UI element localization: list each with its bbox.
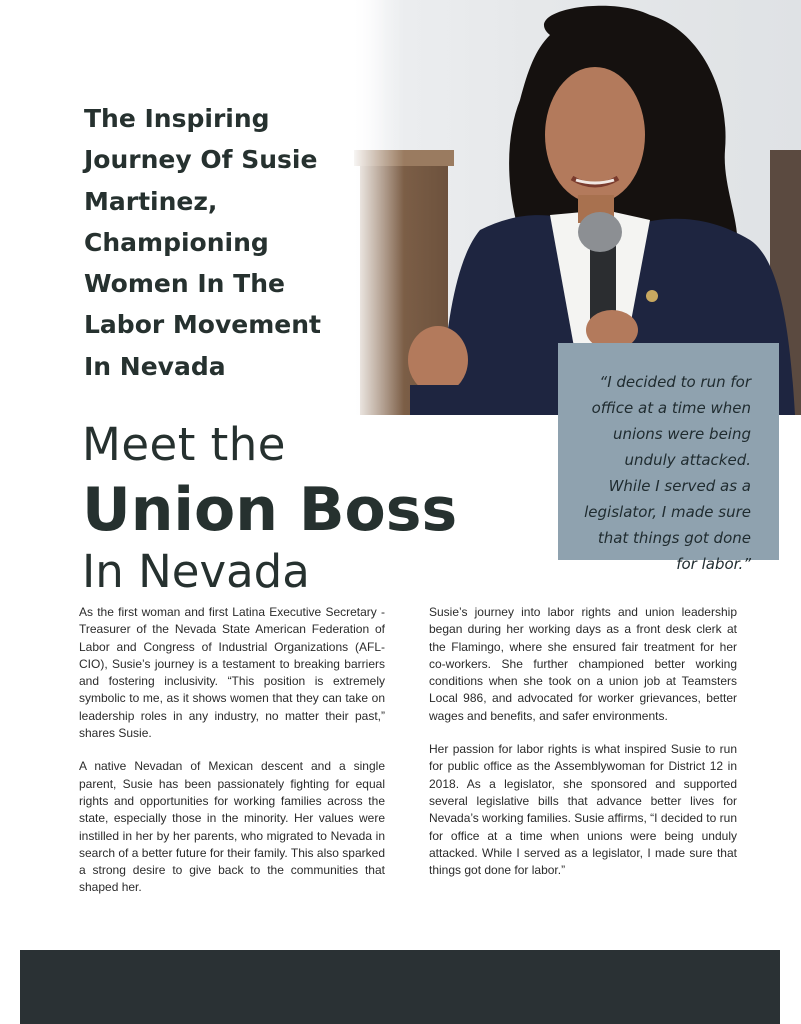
title-line-1: Meet the	[82, 418, 286, 471]
headline-line: The Inspiring	[84, 104, 270, 133]
body-paragraph: Susie’s journey into labor rights and union leadership began during her working days as a front desk clerk at the Flamingo, where she ensured fair treatment for her co-workers. She further championed better working conditions when she took on a union job at Teamsters Local 986, and advocated for worker grievances, better wages and benefits, and safer environments.	[429, 605, 737, 723]
section-title	[82, 415, 552, 601]
title-line-3: In Nevada	[82, 545, 310, 598]
footer-bar	[20, 950, 780, 1024]
title-line-2: Union Boss	[82, 475, 458, 545]
headline-line: In Nevada	[84, 351, 226, 381]
body-column-left	[79, 604, 385, 913]
pull-quote-text: “I decided to run for office at a time when unions were being unduly attacked. While I served as a legislator, I made sure that things got done for labor.”	[584, 373, 751, 573]
body-paragraph: Her passion for labor rights is what inspired Susie to run for public office as the Assemblywoman for District 12 in 2018. As a legislator, she sponsored and supported several legislative bills that advance better lives for Nevada’s working families. Susie affirms, “I decided to run for office at a time when unions were being unduly attacked. While I served as a legislator, I made sure that things got done for labor.”	[429, 742, 737, 878]
body-paragraph: As the first woman and first Latina Executive Secretary - Treasurer of the Nevada State American Federation of Labor and Congress of Industrial Organizations (AFL-CIO), Susie’s journey is a testament to breaking barriers and fostering inclusivity. “This position is extremely symbolic to me, as it shows women that they can take on leadership roles in any industry, no matter their past,” shares Susie.	[79, 605, 385, 741]
headline-line: Labor Movement	[84, 310, 321, 340]
headline-line: Championing	[84, 227, 269, 257]
pull-quote	[558, 343, 779, 573]
body-column-right	[429, 604, 737, 895]
headline-line: Women In The	[84, 269, 285, 299]
body-paragraph: A native Nevadan of Mexican descent and a single parent, Susie has been passionately fighting for equal rights and opportunities for working families across the state, especially those in the minority. Her values were instilled in her by her parents, who migrated to Nevada in search of a better future for their family. This also sparked a strong desire to give back to the communities that shaped her.	[79, 759, 385, 895]
headline-line: Journey Of Susie	[84, 145, 318, 175]
article-headline	[84, 98, 344, 387]
headline-line: Martinez,	[84, 186, 218, 216]
